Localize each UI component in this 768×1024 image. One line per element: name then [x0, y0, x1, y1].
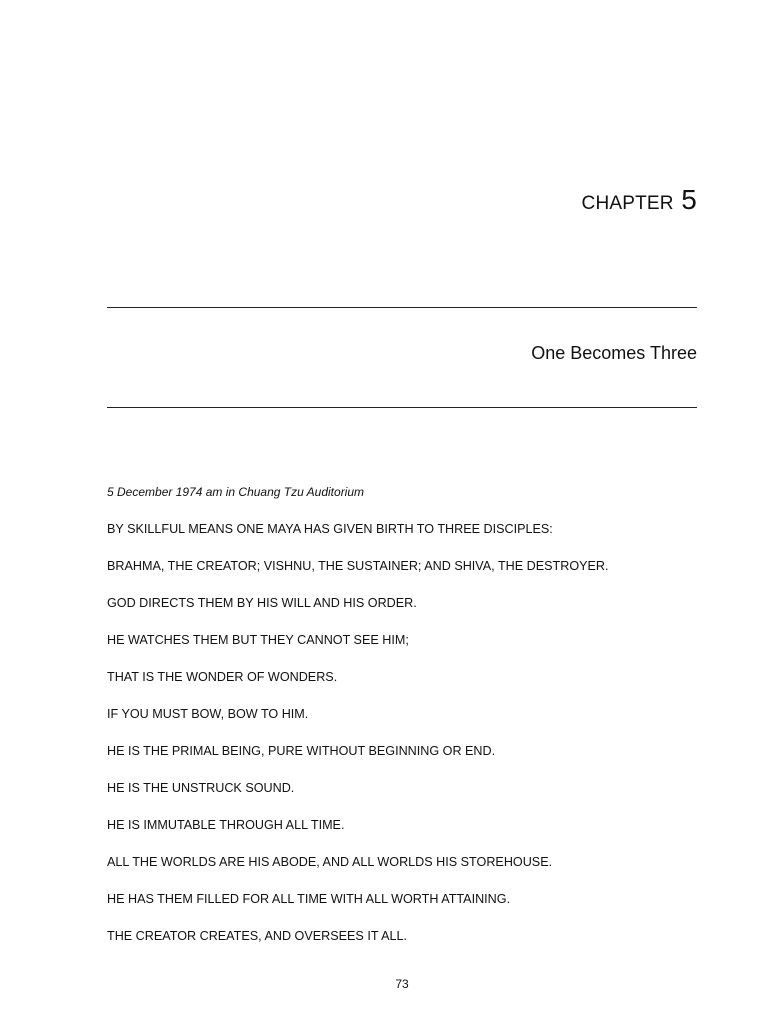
verse-line: IF YOU MUST BOW, BOW TO HIM. — [107, 707, 309, 721]
page-number: 73 — [395, 977, 409, 991]
chapter-number: 5 — [681, 184, 697, 215]
verse-line: HE WATCHES THEM BUT THEY CANNOT SEE HIM; — [107, 633, 409, 647]
verse-line: HE IS THE UNSTRUCK SOUND. — [107, 781, 295, 795]
body-text — [107, 484, 707, 965]
verse-line: BRAHMA, THE CREATOR; VISHNU, THE SUSTAINER; AND SHIVA, THE DESTROYER. — [107, 559, 609, 573]
verse-line: THE CREATOR CREATES, AND OVERSEES IT ALL. — [107, 929, 407, 943]
bottom-divider — [107, 407, 697, 408]
top-divider — [107, 307, 697, 308]
verse-line: THAT IS THE WONDER OF WONDERS. — [107, 670, 338, 684]
chapter-title: One Becomes Three — [531, 343, 697, 363]
verse-line: HE IS THE PRIMAL BEING, PURE WITHOUT BEGINNING OR END. — [107, 744, 496, 758]
chapter-label: CHAPTER — [581, 193, 674, 214]
verse-line: HE IS IMMUTABLE THROUGH ALL TIME. — [107, 818, 345, 832]
verse-line: HE HAS THEM FILLED FOR ALL TIME WITH ALL WORTH ATTAINING. — [107, 892, 511, 906]
chapter-heading — [582, 184, 697, 216]
verse-line: BY SKILLFUL MEANS ONE MAYA HAS GIVEN BIRTH TO THREE DISCIPLES: — [107, 522, 553, 536]
date-line: 5 December 1974 am in Chuang Tzu Auditorium — [107, 485, 365, 499]
verse-line: GOD DIRECTS THEM BY HIS WILL AND HIS ORDER. — [107, 596, 417, 610]
verse-line: ALL THE WORLDS ARE HIS ABODE, AND ALL WORLDS HIS STOREHOUSE. — [107, 855, 553, 869]
